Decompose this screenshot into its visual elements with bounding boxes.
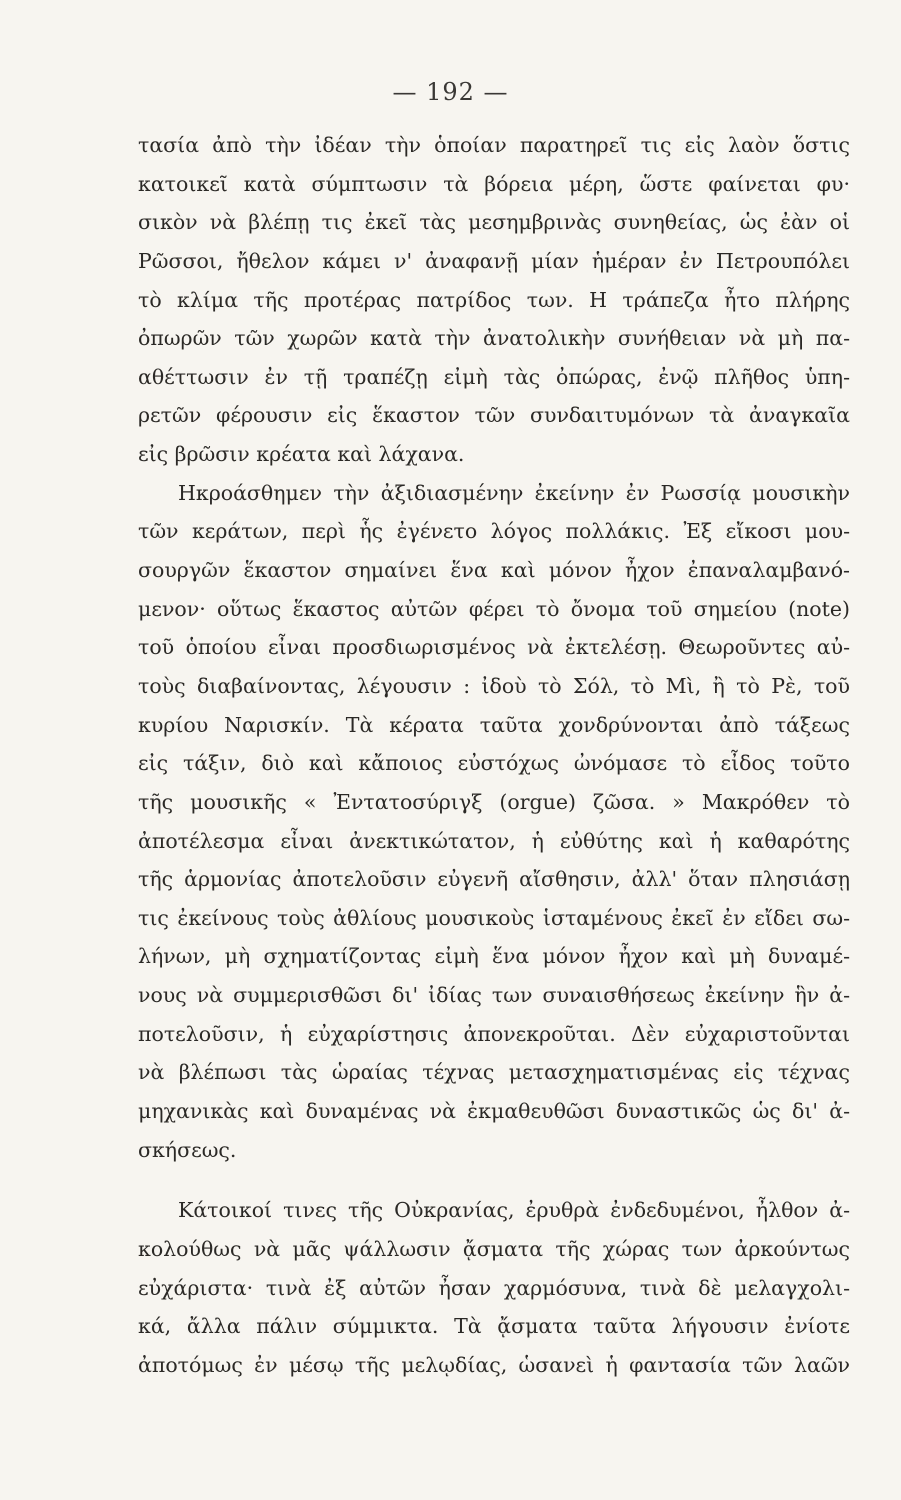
text-line: μενον· οὕτως ἕκαστος αὐτῶν φέρει τὸ ὄνομα τοῦ σημείου (note) xyxy=(138,596,850,621)
text-line: ἀποτόμως ἐν μέσῳ τῆς μελῳδίας, ὡσανεὶ ἡ φαντασία τῶν λαῶν xyxy=(138,1352,850,1377)
text-line: τῶν κεράτων, περὶ ἧς ἐγένετο λόγος πολλάκις. Ἐξ εἴκοσι μου- xyxy=(138,519,850,544)
body-text xyxy=(138,126,850,1385)
text-line: τοὺς διαβαίνοντας, λέγουσιν : ἰδοὺ τὸ Σόλ, τὸ Μὶ, ἢ τὸ Ρὲ, τοῦ xyxy=(138,673,850,698)
text-line: τὸ κλίμα τῆς προτέρας πατρίδος των. Η τράπεζα ἦτο πλήρης xyxy=(138,287,850,312)
text-line: εἰς τάξιν, διὸ καὶ κἄποιος εὐστόχως ὠνόμασε τὸ εἶδος τοῦτο xyxy=(138,751,850,776)
text-line: Ρῶσσοι, ἤθελον κάμει ν' ἀναφανῇ μίαν ἡμέραν ἐν Πετρουπόλει xyxy=(138,248,850,273)
text-line: σουργῶν ἕκαστον σημαίνει ἕνα καὶ μόνον ἦχον ἐπαναλαμβανό- xyxy=(138,558,850,583)
text-line: κυρίου Ναρισκίν. Τὰ κέρατα ταῦτα χονδρύνονται ἀπὸ τάξεως xyxy=(138,712,850,737)
text-line: σικὸν νὰ βλέπῃ τις ἐκεῖ τὰς μεσημβρινὰς συνηθείας, ὡς ἐὰν οἱ xyxy=(138,210,850,235)
paragraph-2 xyxy=(138,474,850,1170)
page-number: — 192 — xyxy=(392,78,509,106)
text-line: λήνων, μὴ σχηματίζοντας εἰμὴ ἕνα μόνον ἦχον καὶ μὴ δυναμέ- xyxy=(138,944,850,969)
text-line: τῆς μουσικῆς « Ἐντατοσύριγξ (orgue) ζῶσα. » Μακρόθεν τὸ xyxy=(138,789,850,814)
text-line: κά, ἄλλα πάλιν σύμμικτα. Τὰ ᾄσματα ταῦτα λήγουσιν ἐνίοτε xyxy=(138,1314,850,1339)
text-line: τῆς ἁρμονίας ἀποτελοῦσιν εὐγενῆ αἴσθησιν, ἀλλ' ὅταν πλησιάσῃ xyxy=(138,867,850,892)
text-line: τασία ἀπὸ τὴν ἰδέαν τὴν ὁποίαν παρατηρεῖ τις εἰς λαὸν ὅστις xyxy=(138,133,850,157)
text-line: ποτελοῦσιν, ἡ εὐχαρίστησις ἀπονεκροῦται. Δὲν εὐχαριστοῦνται xyxy=(138,1021,850,1046)
text-line: εὐχάριστα· τινὰ ἐξ αὐτῶν ἦσαν χαρμόσυνα, τινὰ δὲ μελαγχολι- xyxy=(138,1275,850,1300)
text-line: Ηκροάσθημεν τὴν ἀξιδιασμένην ἐκείνην ἐν Ρωσσίᾳ μουσικὴν xyxy=(178,480,850,505)
text-line: τις ἐκείνους τοὺς ἀθλίους μουσικοὺς ἱσταμένους ἐκεῖ ἐν εἴδει σω- xyxy=(138,905,850,930)
text-line: Κάτοικοί τινες τῆς Οὐκρανίας, ἐρυθρὰ ἐνδεδυμένοι, ἦλθον ἀ- xyxy=(178,1198,850,1223)
paragraph-1 xyxy=(138,126,850,474)
text-line: σκήσεως. xyxy=(138,1137,237,1162)
text-line: αθέττωσιν ἐν τῇ τραπέζῃ εἰμὴ τὰς ὀπώρας, ἐνῷ πλῆθος ὑπη- xyxy=(138,364,850,389)
paragraph-gap xyxy=(138,1169,850,1191)
text-line: μηχανικὰς καὶ δυναμένας νὰ ἐκμαθευθῶσι δυναστικῶς ὡς δι' ἀ- xyxy=(138,1099,850,1124)
text-line: εἰς βρῶσιν κρέατα καὶ λάχανα. xyxy=(138,442,465,467)
text-line: κολούθως νὰ μᾶς ψάλλωσιν ᾄσματα τῆς χώρας των ἀρκούντως xyxy=(138,1236,850,1261)
paragraph-3 xyxy=(138,1191,850,1384)
text-line: νὰ βλέπωσι τὰς ὡραίας τέχνας μετασχηματισμένας εἰς τέχνας xyxy=(138,1060,850,1085)
text-line: κατοικεῖ κατὰ σύμπτωσιν τὰ βόρεια μέρη, ὥστε φαίνεται φυ· xyxy=(138,171,850,196)
text-line: ὀπωρῶν τῶν χωρῶν κατὰ τὴν ἀνατολικὴν συνήθειαν νὰ μὴ πα- xyxy=(138,326,850,351)
text-line: ἀποτέλεσμα εἶναι ἀνεκτικώτατον, ἡ εὐθύτης καὶ ἡ καθαρότης xyxy=(138,828,850,853)
text-line: νους νὰ συμμερισθῶσι δι' ἰδίας των συναισθήσεως ἐκείνην ἣν ἀ- xyxy=(138,983,850,1008)
text-line: τοῦ ὁποίου εἶναι προσδιωρισμένος νὰ ἐκτελέσῃ. Θεωροῦντες αὐ- xyxy=(138,635,850,660)
text-line: ρετῶν φέρουσιν εἰς ἕκαστον τῶν συνδαιτυμόνων τὰ ἀναγκαῖα xyxy=(138,403,850,428)
